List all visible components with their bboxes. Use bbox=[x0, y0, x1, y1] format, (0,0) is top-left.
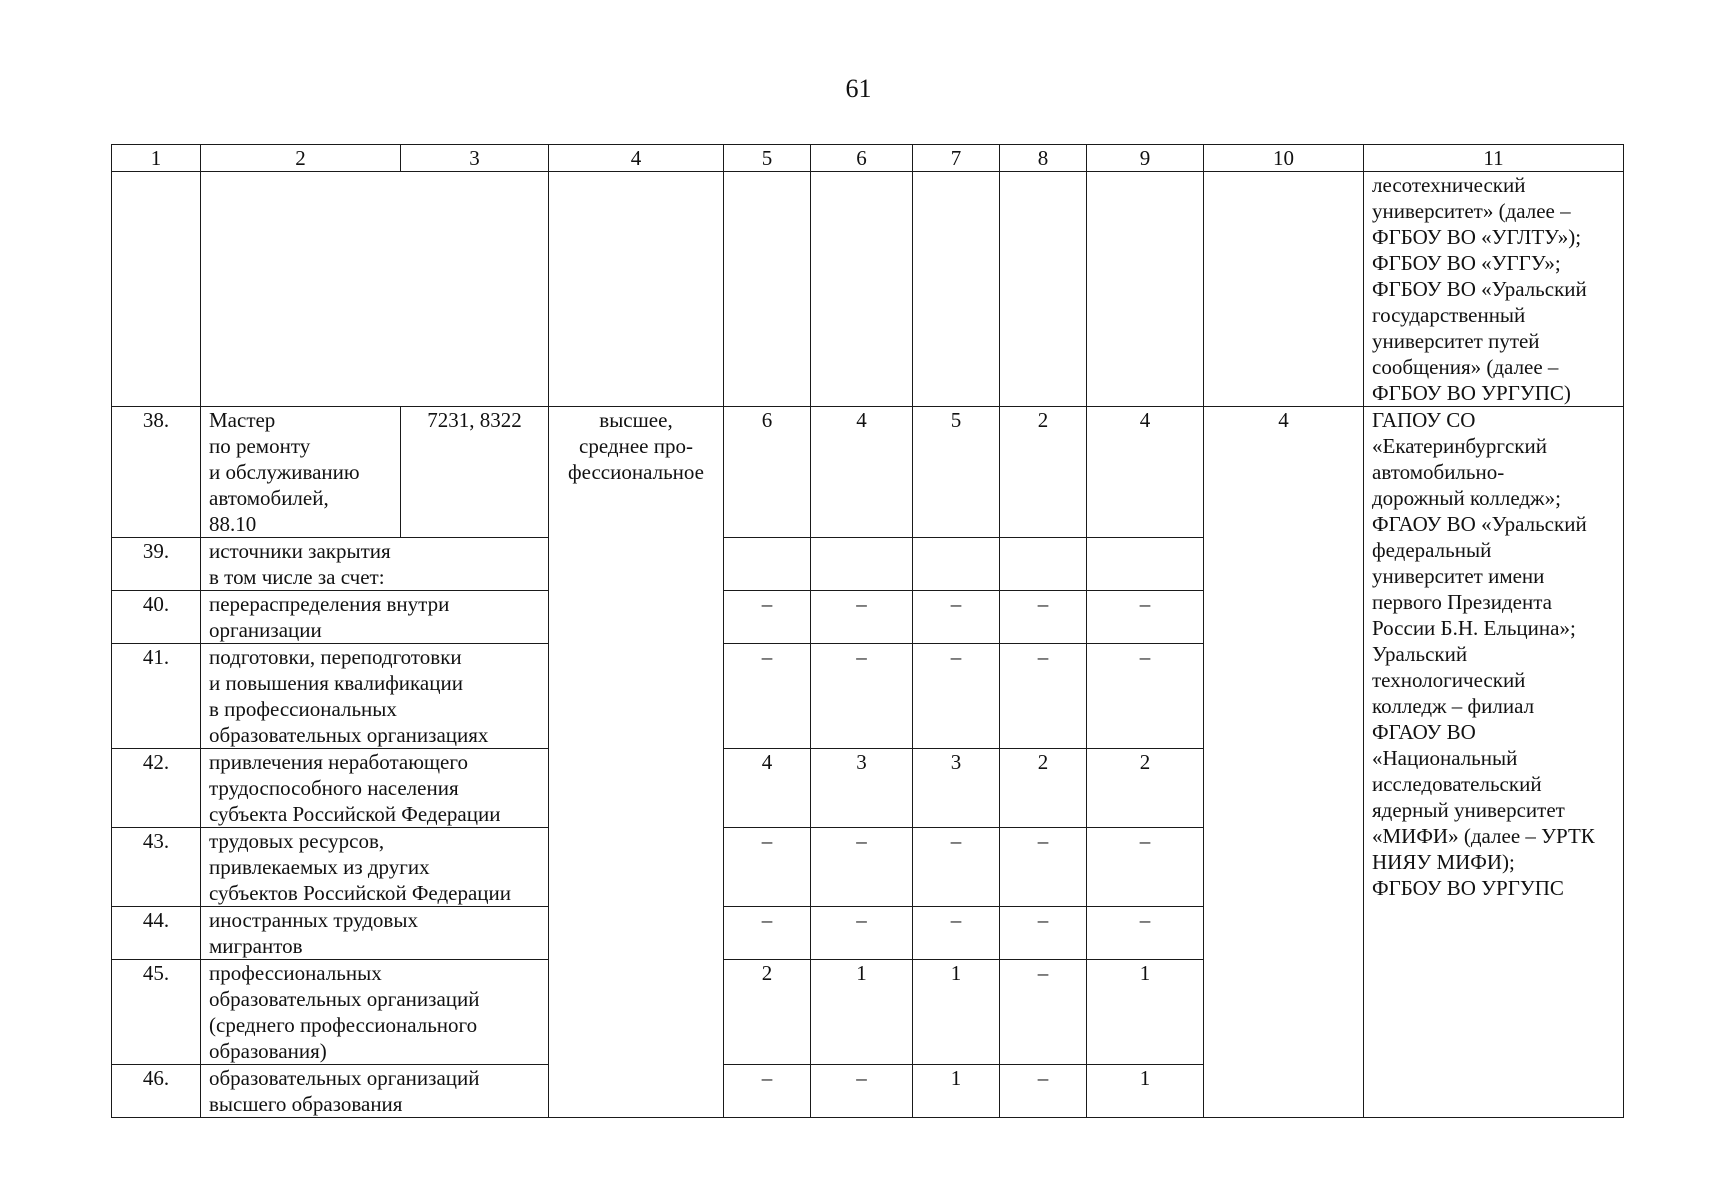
value-cell: 2 bbox=[1087, 749, 1204, 828]
empty-cell bbox=[1000, 172, 1087, 407]
value-cell: 1 bbox=[1087, 960, 1204, 1065]
profession-row bbox=[112, 407, 1624, 538]
row-number: 38. bbox=[112, 407, 201, 538]
value-cell: – bbox=[1000, 828, 1087, 907]
value-cell: 5 bbox=[913, 407, 1000, 538]
value-cell: 1 bbox=[1087, 1065, 1204, 1118]
value-cell: 2 bbox=[724, 960, 811, 1065]
profession-name: Мастер по ремонту и обслуживанию автомобилей, 88.10 bbox=[201, 407, 401, 538]
empty-cell bbox=[1087, 172, 1204, 407]
empty-cell bbox=[549, 172, 724, 407]
value-cell: 1 bbox=[913, 1065, 1000, 1118]
value-cell: – bbox=[811, 907, 913, 960]
value-cell: – bbox=[1087, 591, 1204, 644]
value-cell: – bbox=[1087, 828, 1204, 907]
source-label: подготовки, переподготовки и повышения квалификации в профессиональных образовательных организациях bbox=[201, 644, 549, 749]
education-level: высшее, среднее про- фессиональное bbox=[549, 407, 724, 1118]
organizations-cell: ГАПОУ СО «Екатеринбургский автомобильно- дорожный колледж»; ФГАОУ ВО «Уральский федеральный университет имени первого Президента России Б.Н. Ельцина»; Уральский технологический колледж – филиал ФГАОУ ВО «Национальный исследовательский ядерный университет «МИФИ» (далее – УРТК НИЯУ МИФИ); ФГБОУ ВО УРГУПС bbox=[1364, 407, 1624, 1118]
row-number: 42. bbox=[112, 749, 201, 828]
column-10-value: 4 bbox=[1204, 407, 1364, 1118]
organizations-cell: лесотехнический университет» (далее – ФГБОУ ВО «УГЛТУ»); ФГБОУ ВО «УГГУ»; ФГБОУ ВО «Уральский государственный университет путей сообщения» (далее – ФГБОУ ВО УРГУПС) bbox=[1364, 172, 1624, 407]
value-cell: 2 bbox=[1000, 749, 1087, 828]
value-cell bbox=[724, 538, 811, 591]
row-number: 45. bbox=[112, 960, 201, 1065]
value-cell: 3 bbox=[913, 749, 1000, 828]
value-cell: – bbox=[1000, 1065, 1087, 1118]
value-cell: – bbox=[1000, 591, 1087, 644]
value-cell: – bbox=[811, 828, 913, 907]
empty-cell bbox=[112, 172, 201, 407]
value-cell: – bbox=[724, 591, 811, 644]
value-cell: – bbox=[724, 828, 811, 907]
value-cell: 2 bbox=[1000, 407, 1087, 538]
value-cell: – bbox=[811, 1065, 913, 1118]
empty-cell bbox=[1204, 172, 1364, 407]
source-label: трудовых ресурсов, привлекаемых из других субъектов Российской Федерации bbox=[201, 828, 549, 907]
empty-cell bbox=[811, 172, 913, 407]
source-label: привлечения неработающего трудоспособного населения субъекта Российской Федерации bbox=[201, 749, 549, 828]
column-number: 4 bbox=[549, 145, 724, 172]
source-label: образовательных организаций высшего образования bbox=[201, 1065, 549, 1118]
source-label: перераспределения внутри организации bbox=[201, 591, 549, 644]
value-cell: 1 bbox=[913, 960, 1000, 1065]
value-cell bbox=[913, 538, 1000, 591]
value-cell: 3 bbox=[811, 749, 913, 828]
row-number: 39. bbox=[112, 538, 201, 591]
value-cell: 1 bbox=[811, 960, 913, 1065]
value-cell: 4 bbox=[1087, 407, 1204, 538]
value-cell bbox=[811, 538, 913, 591]
column-number-row bbox=[112, 145, 1624, 172]
profession-codes: 7231, 8322 bbox=[401, 407, 549, 538]
column-number: 9 bbox=[1087, 145, 1204, 172]
continuation-row bbox=[112, 172, 1624, 407]
column-number: 7 bbox=[913, 145, 1000, 172]
column-number: 5 bbox=[724, 145, 811, 172]
source-label: источники закрытия в том числе за счет: bbox=[201, 538, 549, 591]
column-number: 10 bbox=[1204, 145, 1364, 172]
page-number: 61 bbox=[845, 74, 872, 103]
value-cell: 4 bbox=[724, 749, 811, 828]
staffing-needs-table bbox=[111, 144, 1624, 1118]
value-cell bbox=[1087, 538, 1204, 591]
column-number: 3 bbox=[401, 145, 549, 172]
column-number: 8 bbox=[1000, 145, 1087, 172]
value-cell: – bbox=[913, 591, 1000, 644]
value-cell: – bbox=[913, 644, 1000, 749]
row-number: 43. bbox=[112, 828, 201, 907]
value-cell: 6 bbox=[724, 407, 811, 538]
row-number: 40. bbox=[112, 591, 201, 644]
value-cell: – bbox=[1087, 644, 1204, 749]
empty-cell bbox=[913, 172, 1000, 407]
empty-cell bbox=[201, 172, 549, 407]
value-cell: – bbox=[724, 1065, 811, 1118]
value-cell: – bbox=[811, 591, 913, 644]
column-number: 1 bbox=[112, 145, 201, 172]
value-cell: – bbox=[913, 828, 1000, 907]
value-cell: – bbox=[1087, 907, 1204, 960]
value-cell: – bbox=[724, 644, 811, 749]
value-cell: 4 bbox=[811, 407, 913, 538]
source-label: иностранных трудовых мигрантов bbox=[201, 907, 549, 960]
column-number: 2 bbox=[201, 145, 401, 172]
source-label: профессиональных образовательных организаций (среднего профессионального образования) bbox=[201, 960, 549, 1065]
row-number: 44. bbox=[112, 907, 201, 960]
value-cell: – bbox=[811, 644, 913, 749]
value-cell bbox=[1000, 538, 1087, 591]
row-number: 46. bbox=[112, 1065, 201, 1118]
empty-cell bbox=[724, 172, 811, 407]
column-number: 6 bbox=[811, 145, 913, 172]
value-cell: – bbox=[1000, 960, 1087, 1065]
value-cell: – bbox=[724, 907, 811, 960]
column-number: 11 bbox=[1364, 145, 1624, 172]
value-cell: – bbox=[1000, 644, 1087, 749]
row-number: 41. bbox=[112, 644, 201, 749]
value-cell: – bbox=[913, 907, 1000, 960]
value-cell: – bbox=[1000, 907, 1087, 960]
